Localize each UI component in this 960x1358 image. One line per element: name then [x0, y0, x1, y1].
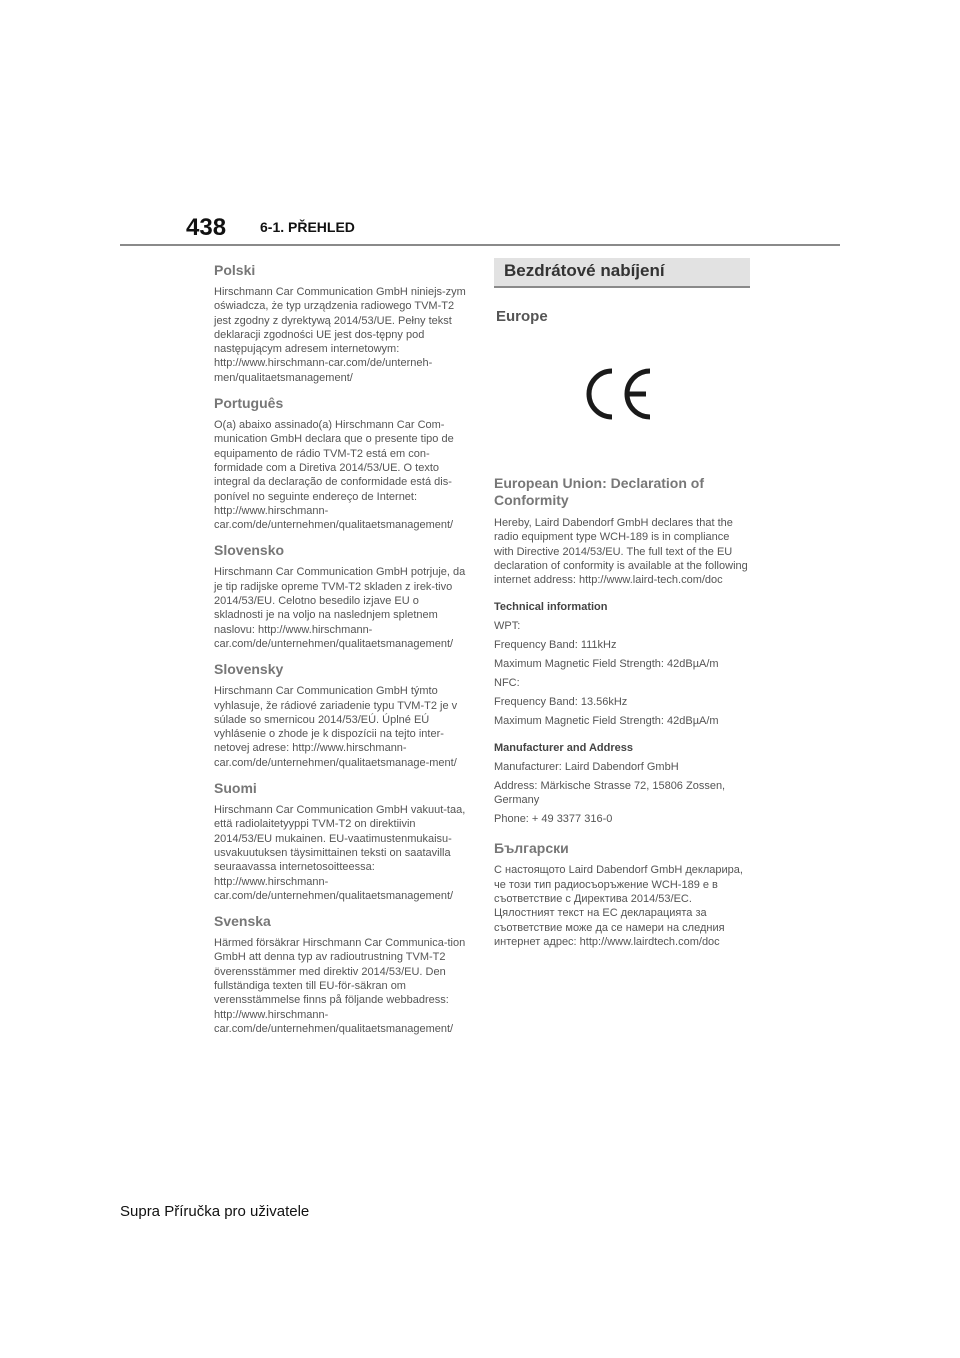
left-column: [214, 262, 466, 1046]
footer-manual-title: Supra Příručka pro uživatele: [120, 1203, 310, 1220]
lang-text: Hirschmann Car Communication GmbH týmto vyhlasuje, že rádiové zariadenie typu TVM-T2 je v súlade so smernicou 2014/53/EÚ. Úplné EÚ vyhlásenie o zhode je k dispozícii na tejto inter-netovej adrese: http://www.hirschmann-car.com/de/unternehmen/qualitaetsmanage-ment/: [214, 685, 458, 769]
lang-heading: Português: [214, 395, 284, 412]
section-title: 6-1. PŘEHLED: [260, 219, 355, 235]
tech-line: Maximum Magnetic Field Strength: 42dBµA/m: [494, 658, 719, 671]
lang-block-slovensko: [214, 542, 466, 651]
tech-line: Frequency Band: 111kHz: [494, 639, 617, 652]
lang-text: Hirschmann Car Communication GmbH potrjuje, da je tip radijske opreme TVM-T2 skladen z irek-tivo 2014/53/EU. Celotno besedilo izjave EU o skladnosti je na voljo na naslednjem spletnem naslovu: http://www.hirschmann-car.com/de/unternehmen/qualitaetsmanagement/: [214, 566, 466, 650]
lang-block-suomi: [214, 780, 466, 903]
lang-heading: Slovensko: [214, 542, 285, 559]
lang-block-polski: [214, 262, 466, 385]
header-rule: [120, 244, 840, 246]
lang-heading: Polski: [214, 262, 256, 278]
page-number: 438: [186, 214, 227, 241]
tech-line: Frequency Band: 13.56kHz: [494, 696, 628, 709]
ce-mark-icon: [582, 365, 654, 423]
lang-block-svenska: [214, 913, 466, 1036]
lang-heading-bulgarian: Български: [494, 840, 569, 857]
lang-text: Hirschmann Car Communication GmbH niniejs-zym oświadcza, że typ urządzenia radiowego TVM-T2 jest zgodny z dyrektywą 2014/53/UE. Pełny tekst deklaracji zgodności UE jest dos-tępny pod następującym adresem internetowym: http://www.hirschmann-car.com/de/unterneh-men/qualitaetsmanagement/: [214, 286, 466, 384]
lang-text: O(a) abaixo assinado(a) Hirschmann Car Com-munication GmbH declara que o presente tipo de equipamento de rádio TVM-T2 está em con-formidade com a Diretiva 2014/53/UE. O texto integral da declaração de conformidade está dis-ponível no seguinte endereço de Internet: http://www.hirschmann-car.com/de/unternehmen/qualitaetsmanagement/: [214, 419, 454, 532]
tech-line: Maximum Magnetic Field Strength: 42dBµA/m: [494, 715, 719, 728]
manufacturer-line: Phone: + 49 3377 316-0: [494, 813, 613, 826]
lang-heading: Slovensky: [214, 661, 284, 678]
region-heading: Europe: [496, 308, 548, 325]
bulgarian-text: С настоящото Laird Dabendorf GmbH декларира, че този тип радиосъоръжение WCH-189 е в съответствие с Директива 2014/53/ЕС. Цялостният текст на ЕС декларацията за съответствие може да се намери на следния интернет адрес: http://www.lairdtech.com/doc: [494, 864, 743, 948]
manufacturer-label: Manufacturer and Address: [494, 742, 633, 755]
eu-declaration-text: Hereby, Laird Dabendorf GmbH declares that the radio equipment type WCH-189 is in compliance with Directive 2014/53/EU. The full text of the EU declaration of conformity is available at the following internet address: http://www.laird-tech.com/doc: [494, 517, 748, 587]
manufacturer-line: Address: Märkische Strasse 72, 15806 Zossen, Germany: [494, 780, 726, 807]
eu-declaration-heading: European Union: Declaration of Conformity: [494, 475, 705, 508]
lang-text: Härmed försäkrar Hirschmann Car Communica-tion GmbH att denna typ av radioutrustning TVM-T2 överensstämmer med direktiv 2014/53/EU. Den fullständiga texten till EU-för-säkran om verensstämmelse finns på följande webbadress: http://www.hirschmann-car.com/de/unternehmen/qualitaetsmanagement/: [214, 937, 466, 1035]
tech-line: WPT:: [494, 620, 521, 633]
lang-heading: Suomi: [214, 780, 257, 797]
manufacturer-line: Manufacturer: Laird Dabendorf GmbH: [494, 761, 679, 774]
lang-heading: Svenska: [214, 913, 271, 930]
lang-block-portugues: [214, 395, 466, 532]
technical-info-label: Technical information: [494, 601, 608, 614]
lang-text: Hirschmann Car Communication GmbH vakuut-taa, että radiolaitetyyppi TVM-T2 on direktiivin 2014/53/EU mukainen. EU-vaatimustenmukaisu-usvakuutuksen täysimittainen teksti on saatavilla seuraavassa internetosoitteessa: http://www.hirschmann-car.com/de/unternehmen/qualitaetsmanagement/: [214, 804, 466, 902]
tech-line: NFC:: [494, 677, 520, 690]
right-column: [494, 258, 750, 949]
section-bar-heading: Bezdrátové nabíjení: [494, 258, 750, 288]
lang-block-slovensky: [214, 661, 466, 770]
